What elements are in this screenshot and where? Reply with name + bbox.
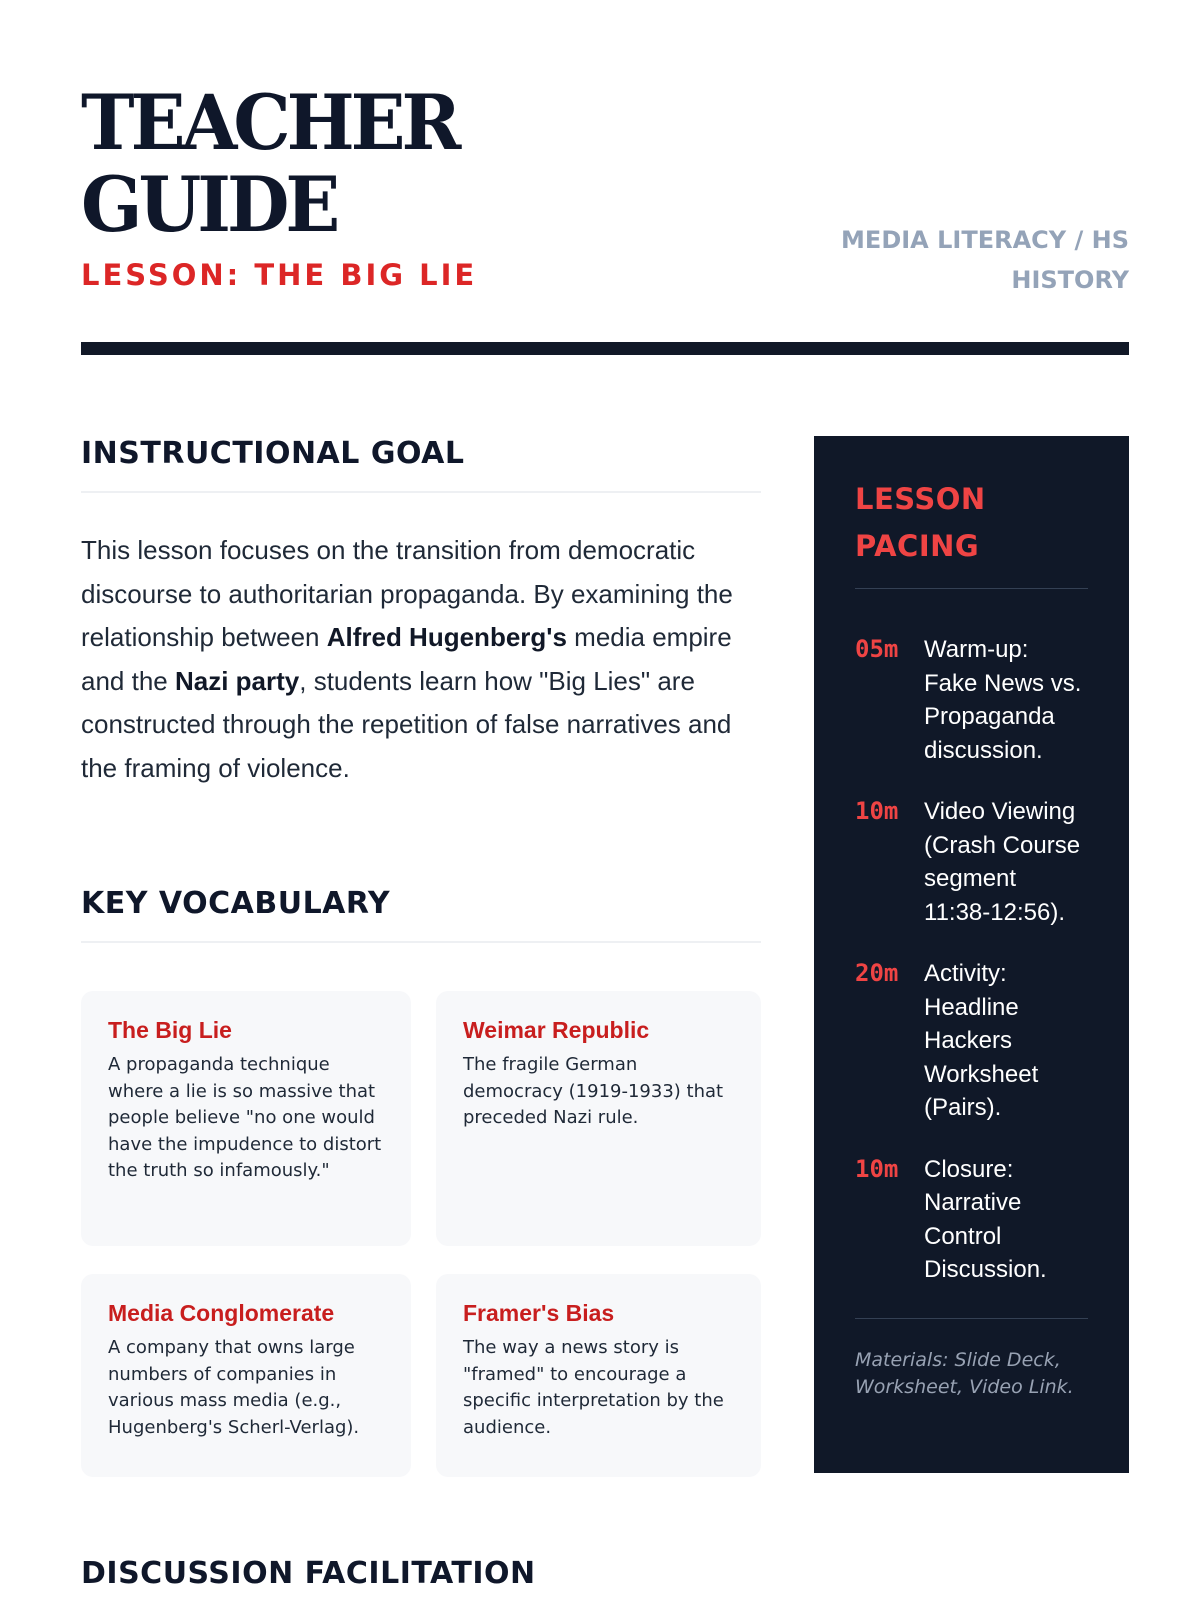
main-column <box>81 436 761 1438</box>
vocab-definition: The fragile German democracy (1919-1933) that preceded Nazi rule. <box>463 1054 724 1128</box>
key-vocabulary-section <box>81 886 761 943</box>
title-line-1: TEACHER <box>81 77 458 168</box>
goal-text-part-1: This lesson focuses on the transition from democratic discourse to authoritarian propaganda. By examining the relationship between <box>81 535 733 652</box>
instructional-goal-text <box>81 529 761 790</box>
page-title <box>81 77 601 249</box>
title-line-2: GUIDE <box>81 159 337 249</box>
instructional-goal-section <box>81 436 761 790</box>
vocab-term: Weimar Republic <box>463 1017 650 1043</box>
pacing-description: Warm-up: Fake News vs. Propaganda discussion. <box>924 636 1082 764</box>
goal-bold-hugenberg: Alfred Hugenberg's <box>326 622 567 652</box>
vocab-definition: A company that owns large numbers of companies in various mass media (e.g., Hugenberg's Scherl-Verlag). <box>108 1337 360 1438</box>
vocab-card-big-lie <box>81 991 411 1246</box>
pacing-title-line-1: LESSON <box>855 482 986 516</box>
vocab-card-framers-bias <box>436 1274 761 1477</box>
pacing-item <box>855 1153 1088 1287</box>
pacing-time: 10m <box>855 1154 899 1183</box>
pacing-time: 10m <box>855 797 899 825</box>
category-line-1: MEDIA LITERACY / HS <box>841 226 1129 254</box>
vocab-definition: The way a news story is "framed" to encourage a specific interpretation by the audience. <box>463 1337 724 1438</box>
goal-text-part-3: , students learn how "Big Lies" are constructed through the repetition of false narratives and the framing of violence. <box>81 665 732 783</box>
pacing-item <box>855 957 1088 1125</box>
vocab-term: Media Conglomerate <box>108 1300 335 1326</box>
header-divider <box>81 342 1129 355</box>
pacing-item <box>855 633 1088 767</box>
pacing-description: Activity: Headline Hackers Worksheet (Pairs). <box>924 960 1039 1121</box>
vocab-card-weimar-republic <box>436 991 761 1246</box>
guide-header <box>81 77 1129 302</box>
pacing-list <box>855 633 1088 1287</box>
vocab-card-media-conglomerate <box>81 1274 411 1477</box>
lesson-pacing-heading <box>855 476 1088 589</box>
materials-note: Materials: Slide Deck, Worksheet, Video Link. <box>855 1318 1088 1401</box>
discussion-facilitation-heading: DISCUSSION FACILITATION <box>81 1556 536 1591</box>
category-line-2: HISTORY <box>1011 266 1129 294</box>
lesson-subtitle: LESSON: THE BIG LIE <box>81 258 478 292</box>
lesson-pacing-sidebar <box>814 436 1129 1473</box>
course-category <box>769 220 1129 300</box>
vocab-definition: A propaganda technique where a lie is so massive that people believe "no one would have the impudence to distort the truth so infamously." <box>108 1054 382 1181</box>
key-vocabulary-heading: KEY VOCABULARY <box>81 886 761 943</box>
pacing-description: Video Viewing (Crash Course segment 11:38-12:56). <box>924 798 1081 926</box>
instructional-goal-heading: INSTRUCTIONAL GOAL <box>81 436 761 493</box>
goal-bold-nazi-party: Nazi party <box>174 665 300 696</box>
vocab-term: Framer's Bias <box>463 1300 615 1326</box>
goal-text-part-2: media empire and the <box>81 622 732 696</box>
pacing-item <box>855 795 1088 929</box>
pacing-time: 05m <box>855 635 899 663</box>
pacing-description: Closure: Narrative Control Discussion. <box>924 1155 1047 1283</box>
vocab-term: The Big Lie <box>108 1017 232 1043</box>
pacing-time: 20m <box>855 959 899 987</box>
pacing-title-line-2: PACING <box>855 529 980 563</box>
